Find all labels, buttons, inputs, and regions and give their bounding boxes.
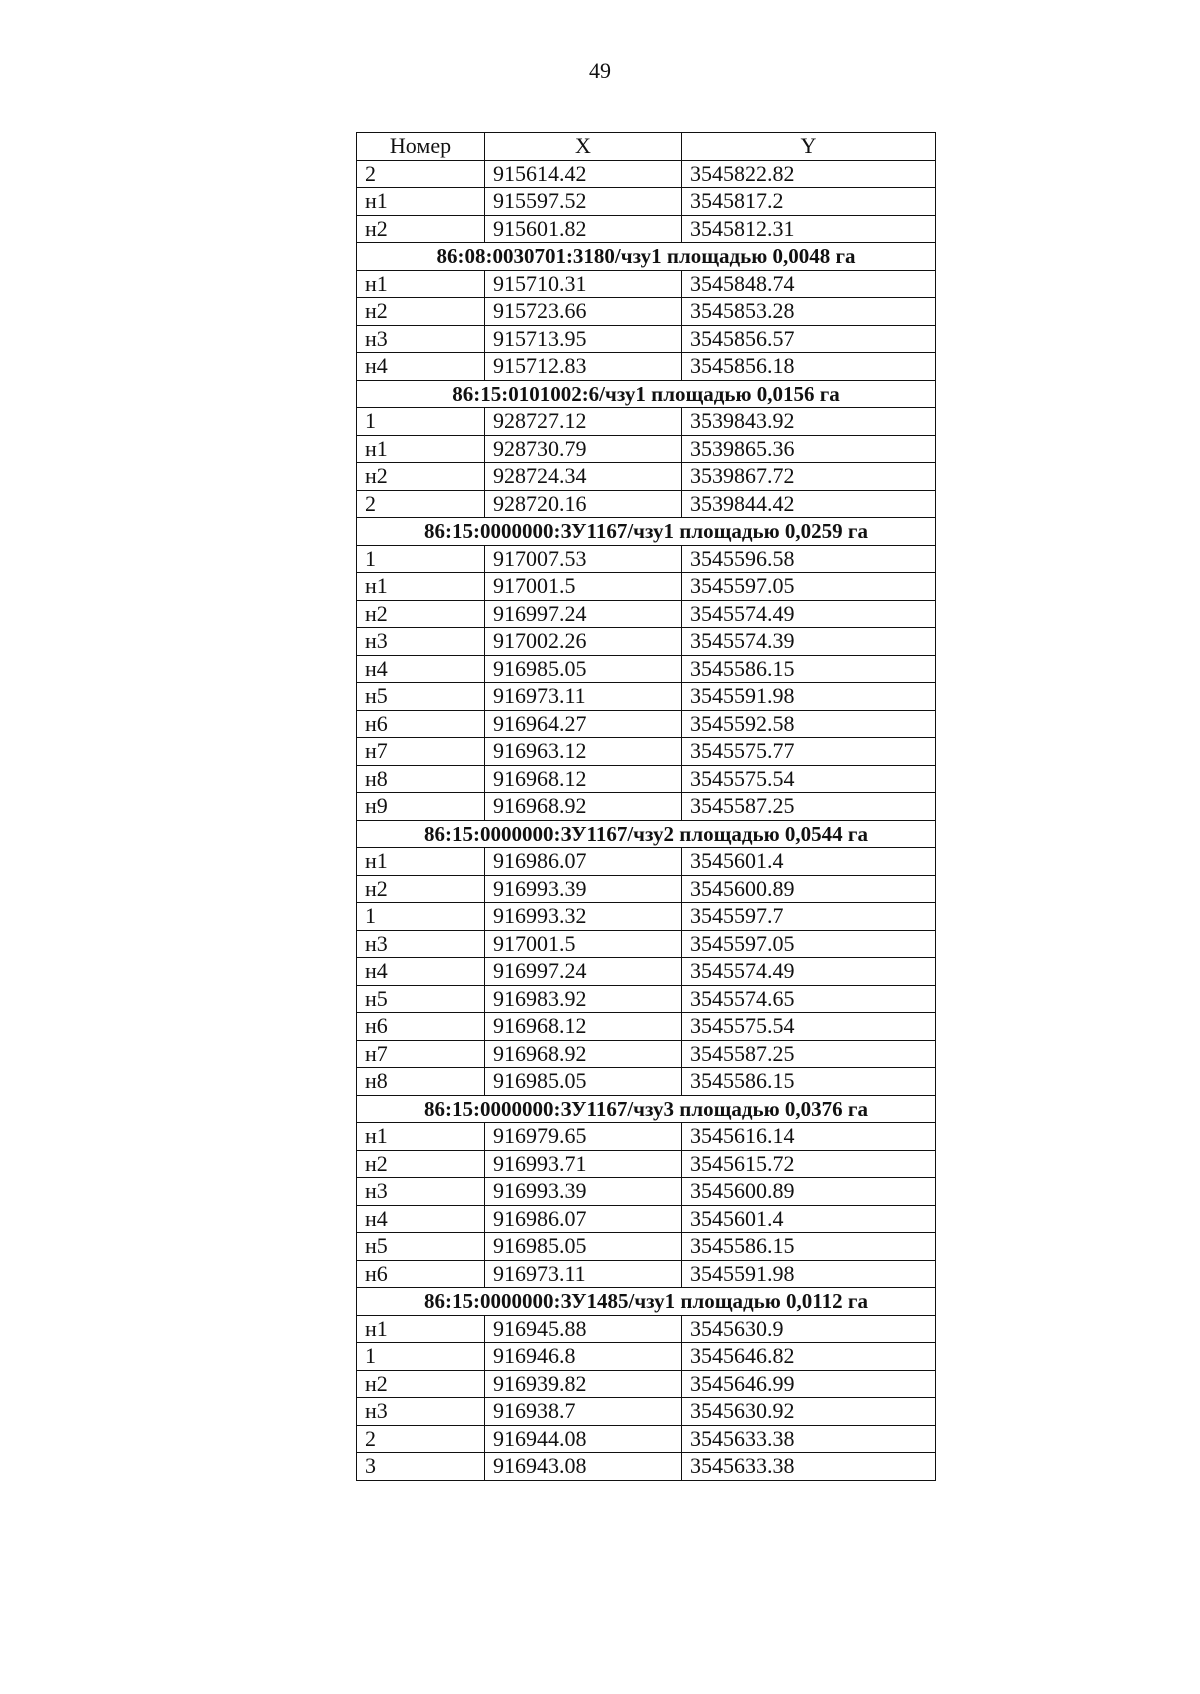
x-coordinate-cell: 916993.71 bbox=[485, 1150, 682, 1178]
y-coordinate-cell: 3545597.7 bbox=[682, 903, 936, 931]
y-coordinate-cell: 3545600.89 bbox=[682, 1178, 936, 1206]
y-coordinate-cell: 3545817.2 bbox=[682, 188, 936, 216]
x-coordinate-cell: 916983.92 bbox=[485, 985, 682, 1013]
section-title: 86:08:0030701:3180/чзу1 площадью 0,0048 га bbox=[357, 243, 936, 271]
table-row bbox=[357, 325, 936, 353]
x-coordinate-cell: 928724.34 bbox=[485, 463, 682, 491]
y-coordinate-cell: 3545646.99 bbox=[682, 1370, 936, 1398]
x-coordinate-cell: 916997.24 bbox=[485, 600, 682, 628]
y-coordinate-cell: 3545616.14 bbox=[682, 1123, 936, 1151]
x-coordinate-cell: 916963.12 bbox=[485, 738, 682, 766]
section-title: 86:15:0000000:ЗУ1167/чзу2 площадью 0,0544 га bbox=[357, 820, 936, 848]
point-number-cell: н3 bbox=[357, 930, 485, 958]
point-number-cell: н2 bbox=[357, 298, 485, 326]
y-coordinate-cell: 3539844.42 bbox=[682, 490, 936, 518]
y-coordinate-cell: 3545592.58 bbox=[682, 710, 936, 738]
x-coordinate-cell: 916993.39 bbox=[485, 1178, 682, 1206]
x-coordinate-cell: 916968.92 bbox=[485, 793, 682, 821]
x-coordinate-cell: 916985.05 bbox=[485, 1068, 682, 1096]
point-number-cell: 2 bbox=[357, 490, 485, 518]
x-coordinate-cell: 917007.53 bbox=[485, 545, 682, 573]
page-number: 49 bbox=[589, 58, 611, 83]
x-coordinate-cell: 915614.42 bbox=[485, 160, 682, 188]
table-row bbox=[357, 958, 936, 986]
table-row bbox=[357, 1040, 936, 1068]
section-row bbox=[357, 820, 936, 848]
header-number: Номер bbox=[357, 133, 485, 161]
table-row bbox=[357, 160, 936, 188]
point-number-cell: 1 bbox=[357, 903, 485, 931]
section-row bbox=[357, 1095, 936, 1123]
y-coordinate-cell: 3545633.38 bbox=[682, 1425, 936, 1453]
y-coordinate-cell: 3545597.05 bbox=[682, 573, 936, 601]
y-coordinate-cell: 3539865.36 bbox=[682, 435, 936, 463]
x-coordinate-cell: 916986.07 bbox=[485, 848, 682, 876]
point-number-cell: н3 bbox=[357, 628, 485, 656]
coordinates-table bbox=[356, 132, 936, 1481]
table-row bbox=[357, 793, 936, 821]
section-title: 86:15:0000000:ЗУ1167/чзу1 площадью 0,0259 га bbox=[357, 518, 936, 546]
table-row bbox=[357, 1315, 936, 1343]
table-row bbox=[357, 710, 936, 738]
point-number-cell: н8 bbox=[357, 765, 485, 793]
x-coordinate-cell: 915713.95 bbox=[485, 325, 682, 353]
point-number-cell: н2 bbox=[357, 215, 485, 243]
x-coordinate-cell: 928720.16 bbox=[485, 490, 682, 518]
y-coordinate-cell: 3545633.38 bbox=[682, 1453, 936, 1481]
x-coordinate-cell: 916973.11 bbox=[485, 1260, 682, 1288]
point-number-cell: н4 bbox=[357, 655, 485, 683]
y-coordinate-cell: 3545586.15 bbox=[682, 1068, 936, 1096]
y-coordinate-cell: 3545601.4 bbox=[682, 848, 936, 876]
table-row bbox=[357, 1123, 936, 1151]
point-number-cell: н2 bbox=[357, 463, 485, 491]
x-coordinate-cell: 916944.08 bbox=[485, 1425, 682, 1453]
header-y: Y bbox=[682, 133, 936, 161]
point-number-cell: н4 bbox=[357, 958, 485, 986]
section-title: 86:15:0101002:6/чзу1 площадью 0,0156 га bbox=[357, 380, 936, 408]
point-number-cell: н2 bbox=[357, 1370, 485, 1398]
table-row bbox=[357, 353, 936, 381]
x-coordinate-cell: 916968.12 bbox=[485, 1013, 682, 1041]
point-number-cell: 3 bbox=[357, 1453, 485, 1481]
x-coordinate-cell: 916968.92 bbox=[485, 1040, 682, 1068]
point-number-cell: н2 bbox=[357, 600, 485, 628]
table-row bbox=[357, 600, 936, 628]
section-row bbox=[357, 1288, 936, 1316]
x-coordinate-cell: 915723.66 bbox=[485, 298, 682, 326]
y-coordinate-cell: 3545822.82 bbox=[682, 160, 936, 188]
x-coordinate-cell: 916968.12 bbox=[485, 765, 682, 793]
y-coordinate-cell: 3545575.54 bbox=[682, 765, 936, 793]
table-row bbox=[357, 573, 936, 601]
y-coordinate-cell: 3545591.98 bbox=[682, 683, 936, 711]
table-row bbox=[357, 435, 936, 463]
table-row bbox=[357, 270, 936, 298]
x-coordinate-cell: 915712.83 bbox=[485, 353, 682, 381]
table-body bbox=[357, 160, 936, 1480]
table-header bbox=[357, 133, 936, 161]
table-row bbox=[357, 1150, 936, 1178]
table-row bbox=[357, 545, 936, 573]
x-coordinate-cell: 917002.26 bbox=[485, 628, 682, 656]
table-row bbox=[357, 1068, 936, 1096]
y-coordinate-cell: 3545630.9 bbox=[682, 1315, 936, 1343]
x-coordinate-cell: 917001.5 bbox=[485, 930, 682, 958]
point-number-cell: н2 bbox=[357, 1150, 485, 1178]
x-coordinate-cell: 916986.07 bbox=[485, 1205, 682, 1233]
x-coordinate-cell: 916993.39 bbox=[485, 875, 682, 903]
section-row bbox=[357, 243, 936, 271]
table-row bbox=[357, 985, 936, 1013]
point-number-cell: н3 bbox=[357, 1178, 485, 1206]
x-coordinate-cell: 916985.05 bbox=[485, 1233, 682, 1261]
y-coordinate-cell: 3545856.18 bbox=[682, 353, 936, 381]
table-row bbox=[357, 298, 936, 326]
y-coordinate-cell: 3545591.98 bbox=[682, 1260, 936, 1288]
x-coordinate-cell: 915601.82 bbox=[485, 215, 682, 243]
header-x: X bbox=[485, 133, 682, 161]
header-row bbox=[357, 133, 936, 161]
table-row bbox=[357, 490, 936, 518]
table-row bbox=[357, 408, 936, 436]
y-coordinate-cell: 3545586.15 bbox=[682, 655, 936, 683]
section-title: 86:15:0000000:ЗУ1485/чзу1 площадью 0,0112 га bbox=[357, 1288, 936, 1316]
y-coordinate-cell: 3545600.89 bbox=[682, 875, 936, 903]
y-coordinate-cell: 3545575.54 bbox=[682, 1013, 936, 1041]
x-coordinate-cell: 916997.24 bbox=[485, 958, 682, 986]
table-row bbox=[357, 875, 936, 903]
point-number-cell: н6 bbox=[357, 710, 485, 738]
point-number-cell: н5 bbox=[357, 683, 485, 711]
point-number-cell: н1 bbox=[357, 188, 485, 216]
table-row bbox=[357, 1370, 936, 1398]
point-number-cell: н1 bbox=[357, 1123, 485, 1151]
point-number-cell: н3 bbox=[357, 1398, 485, 1426]
point-number-cell: н1 bbox=[357, 573, 485, 601]
table-row bbox=[357, 1013, 936, 1041]
table-row bbox=[357, 463, 936, 491]
table-row bbox=[357, 903, 936, 931]
table-row bbox=[357, 1260, 936, 1288]
table-row bbox=[357, 1343, 936, 1371]
x-coordinate-cell: 916939.82 bbox=[485, 1370, 682, 1398]
y-coordinate-cell: 3545575.77 bbox=[682, 738, 936, 766]
point-number-cell: н1 bbox=[357, 848, 485, 876]
point-number-cell: н1 bbox=[357, 270, 485, 298]
y-coordinate-cell: 3545597.05 bbox=[682, 930, 936, 958]
point-number-cell: н3 bbox=[357, 325, 485, 353]
y-coordinate-cell: 3545812.31 bbox=[682, 215, 936, 243]
y-coordinate-cell: 3539843.92 bbox=[682, 408, 936, 436]
point-number-cell: н8 bbox=[357, 1068, 485, 1096]
point-number-cell: 1 bbox=[357, 545, 485, 573]
section-title: 86:15:0000000:ЗУ1167/чзу3 площадью 0,0376 га bbox=[357, 1095, 936, 1123]
point-number-cell: н6 bbox=[357, 1260, 485, 1288]
table-row bbox=[357, 1398, 936, 1426]
x-coordinate-cell: 928730.79 bbox=[485, 435, 682, 463]
point-number-cell: н5 bbox=[357, 1233, 485, 1261]
table-row bbox=[357, 738, 936, 766]
x-coordinate-cell: 916946.8 bbox=[485, 1343, 682, 1371]
x-coordinate-cell: 917001.5 bbox=[485, 573, 682, 601]
x-coordinate-cell: 916973.11 bbox=[485, 683, 682, 711]
y-coordinate-cell: 3545574.65 bbox=[682, 985, 936, 1013]
table-row bbox=[357, 1205, 936, 1233]
point-number-cell: н1 bbox=[357, 435, 485, 463]
table-row bbox=[357, 1233, 936, 1261]
y-coordinate-cell: 3545574.49 bbox=[682, 600, 936, 628]
y-coordinate-cell: 3545615.72 bbox=[682, 1150, 936, 1178]
y-coordinate-cell: 3545646.82 bbox=[682, 1343, 936, 1371]
table-row bbox=[357, 848, 936, 876]
point-number-cell: н4 bbox=[357, 353, 485, 381]
y-coordinate-cell: 3545848.74 bbox=[682, 270, 936, 298]
x-coordinate-cell: 916979.65 bbox=[485, 1123, 682, 1151]
x-coordinate-cell: 915597.52 bbox=[485, 188, 682, 216]
x-coordinate-cell: 915710.31 bbox=[485, 270, 682, 298]
y-coordinate-cell: 3545586.15 bbox=[682, 1233, 936, 1261]
table-row bbox=[357, 683, 936, 711]
y-coordinate-cell: 3545853.28 bbox=[682, 298, 936, 326]
table-row bbox=[357, 188, 936, 216]
x-coordinate-cell: 916945.88 bbox=[485, 1315, 682, 1343]
point-number-cell: 1 bbox=[357, 408, 485, 436]
y-coordinate-cell: 3545587.25 bbox=[682, 793, 936, 821]
y-coordinate-cell: 3545574.49 bbox=[682, 958, 936, 986]
point-number-cell: н6 bbox=[357, 1013, 485, 1041]
table-row bbox=[357, 655, 936, 683]
y-coordinate-cell: 3539867.72 bbox=[682, 463, 936, 491]
point-number-cell: н9 bbox=[357, 793, 485, 821]
y-coordinate-cell: 3545630.92 bbox=[682, 1398, 936, 1426]
y-coordinate-cell: 3545601.4 bbox=[682, 1205, 936, 1233]
y-coordinate-cell: 3545587.25 bbox=[682, 1040, 936, 1068]
table-row bbox=[357, 215, 936, 243]
x-coordinate-cell: 916993.32 bbox=[485, 903, 682, 931]
x-coordinate-cell: 916985.05 bbox=[485, 655, 682, 683]
point-number-cell: н7 bbox=[357, 738, 485, 766]
point-number-cell: 1 bbox=[357, 1343, 485, 1371]
table-row bbox=[357, 930, 936, 958]
x-coordinate-cell: 916943.08 bbox=[485, 1453, 682, 1481]
point-number-cell: 2 bbox=[357, 160, 485, 188]
point-number-cell: н4 bbox=[357, 1205, 485, 1233]
point-number-cell: н2 bbox=[357, 875, 485, 903]
x-coordinate-cell: 928727.12 bbox=[485, 408, 682, 436]
table-row bbox=[357, 1425, 936, 1453]
table-row bbox=[357, 1453, 936, 1481]
x-coordinate-cell: 916964.27 bbox=[485, 710, 682, 738]
y-coordinate-cell: 3545856.57 bbox=[682, 325, 936, 353]
section-row bbox=[357, 380, 936, 408]
section-row bbox=[357, 518, 936, 546]
table-row bbox=[357, 1178, 936, 1206]
point-number-cell: 2 bbox=[357, 1425, 485, 1453]
point-number-cell: н5 bbox=[357, 985, 485, 1013]
point-number-cell: н1 bbox=[357, 1315, 485, 1343]
x-coordinate-cell: 916938.7 bbox=[485, 1398, 682, 1426]
point-number-cell: н7 bbox=[357, 1040, 485, 1068]
table-row bbox=[357, 628, 936, 656]
y-coordinate-cell: 3545596.58 bbox=[682, 545, 936, 573]
y-coordinate-cell: 3545574.39 bbox=[682, 628, 936, 656]
table-row bbox=[357, 765, 936, 793]
